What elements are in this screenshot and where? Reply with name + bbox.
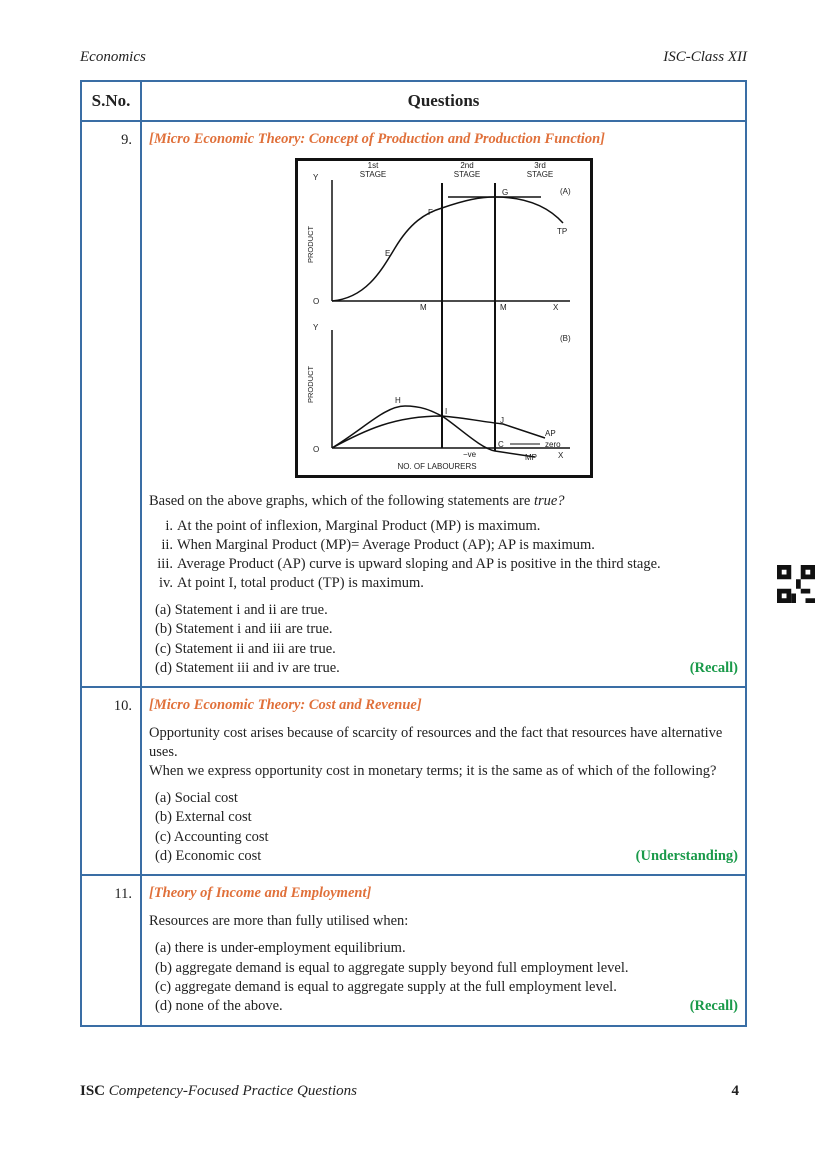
sno: 10. (81, 687, 141, 875)
cognitive-level: (Recall) (689, 659, 738, 676)
svg-text:E: E (384, 249, 390, 258)
question-row-9 (81, 121, 746, 687)
header-subject: Economics (80, 49, 146, 65)
production-graph (295, 158, 593, 478)
topic: [Micro Economic Theory: Concept of Production and Production Function] (149, 131, 605, 147)
option: (c) Accounting cost (155, 828, 269, 845)
question-stem: Based on the above graphs, which of the following statements are true? (149, 493, 565, 509)
header-class: ISC-Class XII (663, 49, 747, 65)
questions-table (80, 80, 747, 1027)
svg-text:M: M (419, 303, 427, 312)
svg-text:STAGE: STAGE (359, 170, 386, 179)
statements (149, 517, 738, 593)
svg-text:H: H (394, 396, 401, 405)
svg-text:AP: AP (544, 429, 556, 438)
svg-text:Y: Y (312, 173, 318, 182)
option: (b) aggregate demand is equal to aggregate supply beyond full employment level. (155, 959, 629, 976)
svg-text:STAGE: STAGE (453, 170, 480, 179)
option: (a) Social cost (155, 790, 238, 807)
option: (d) Economic cost (Understanding) (155, 847, 738, 866)
option: (a) there is under-employment equilibrium. (155, 940, 406, 957)
svg-text:J: J (499, 416, 504, 425)
option: (a) Statement i and ii are true. (155, 602, 328, 618)
svg-text:−ve: −ve (462, 450, 476, 459)
cognitive-level: (Recall) (689, 998, 738, 1015)
svg-text:PRODUCT: PRODUCT (305, 225, 315, 263)
statement: i. At the point of inflexion, Marginal Product (MP) is maximum. (165, 518, 541, 534)
topic: [Micro Economic Theory: Cost and Revenue] (149, 697, 422, 714)
options (149, 939, 738, 1016)
option: (c) aggregate demand is equal to aggregate supply at the full employment level. (155, 978, 617, 995)
svg-text:Y: Y (312, 323, 318, 332)
option: (d) Statement iii and iv are true. (Recall) (155, 659, 738, 678)
svg-text:O: O (312, 445, 319, 454)
statement: iv. At point I, total product (TP) is maximum. (159, 575, 424, 591)
col-questions: Questions (141, 81, 746, 121)
cognitive-level: (Understanding) (635, 848, 738, 865)
svg-text:X: X (557, 451, 563, 460)
col-sno: S.No. (81, 81, 141, 121)
question-row-10 (81, 687, 746, 875)
footer-title: ISC Competency-Focused Practice Questions (80, 1083, 358, 1099)
svg-text:zero: zero (544, 440, 561, 449)
svg-text:3rd: 3rd (533, 161, 546, 170)
option: (c) Statement ii and iii are true. (155, 640, 336, 657)
page-number: 4 (731, 1083, 739, 1099)
svg-text:I: I (444, 407, 447, 416)
svg-text:G: G (501, 188, 508, 197)
table-header (81, 81, 746, 121)
svg-text:MP: MP (524, 453, 537, 462)
svg-text:M: M (499, 303, 507, 312)
svg-text:(B): (B) (559, 334, 571, 343)
paragraph: Opportunity cost arises because of scarcity of resources and the fact that resources have alternative uses. (149, 725, 723, 761)
option: (d) none of the above. (Recall) (155, 997, 738, 1016)
question-row-11 (81, 875, 746, 1025)
svg-text:1st: 1st (367, 161, 378, 170)
paragraph: Resources are more than fully utilised when: (149, 913, 409, 930)
svg-text:X: X (552, 303, 558, 312)
svg-text:PRODUCT: PRODUCT (305, 365, 315, 403)
sno: 9. (81, 121, 141, 687)
svg-text:(A): (A) (559, 187, 571, 196)
option: (b) Statement i and iii are true. (155, 621, 333, 638)
options (149, 789, 738, 866)
svg-text:C: C (497, 440, 504, 449)
qr-code-icon (777, 565, 815, 603)
paragraph: When we express opportunity cost in monetary terms; it is the same as of which of the following? (149, 763, 717, 780)
svg-text:O: O (312, 297, 319, 306)
svg-text:STAGE: STAGE (526, 170, 553, 179)
statement: iii. Average Product (AP) curve is upward sloping and AP is positive in the third stage. (157, 556, 661, 572)
svg-text:NO. OF LABOURERS: NO. OF LABOURERS (396, 462, 477, 471)
svg-text:2nd: 2nd (459, 161, 474, 170)
svg-text:F: F (427, 208, 433, 217)
topic: [Theory of Income and Employment] (149, 885, 372, 902)
statement: ii. When Marginal Product (MP)= Average Product (AP); AP is maximum. (161, 537, 595, 553)
options (149, 601, 738, 678)
sno: 11. (81, 875, 141, 1025)
svg-text:TP: TP (556, 227, 567, 236)
option: (b) External cost (155, 809, 252, 826)
